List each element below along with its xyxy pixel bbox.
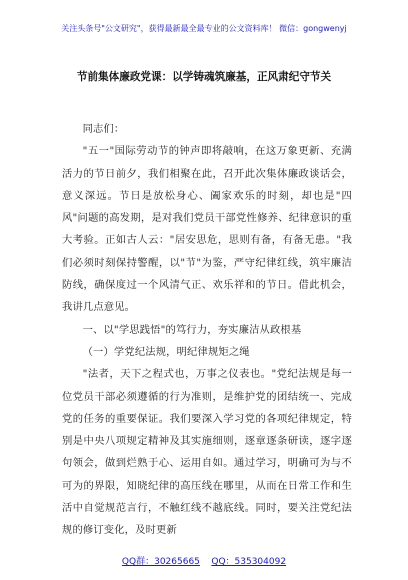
paragraph-intro: "五一"国际劳动节的钟声即将敲响，在这万象更新、充满活力的节日前夕，我们相聚在此，召开此次集体廉政谈话会，意义深远。节日是放松身心、阖家欢乐的时刻，却也是"四风"问题的高发期，是对我们党员干部党性修养、纪律意识的重大考验。正如古人云："居安思危，思则有备，有备无患。"我们必须时刻保持警醒，以"节"为鉴，严守纪律红线，筑牢廉洁防线，确保度过一个风清气正、欢乐祥和的节日。借此机会，我讲几点意见。 bbox=[62, 145, 352, 314]
document-title: 节前集体廉政党课：以学铸魂筑廉基，正风肃纪守节关 bbox=[76, 71, 332, 83]
section-heading-1: 一、以"学思践悟"的笃行力，夯实廉洁从政根基 bbox=[82, 323, 302, 336]
header-banner: 关注头条号"公文研究"，获得最新最全最专业的公文资料库！ 微信：gongwenyj bbox=[61, 24, 347, 33]
footer-qq-group: QQ群：30265665 bbox=[121, 557, 200, 567]
paragraph-body: "法者，天下之程式也，万事之仪表也。"党纪法规是每一位党员干部必须遵循的行为准则，是维护党的团结统一、完成党的任务的重要保证。我们要深入学习党的各项纪律规定，特别是中央八项规定精神及其实施细则，逐章逐条研读，逐字逐句领会，做到烂熟于心、运用自如。通过学习，明确可为与不可为的界限，知晓纪律的高压线在哪里，从而在日常工作和生活中自觉规范言行，不触红线不越底线。同时，要关注党纪法规的修订变化，及时更新 bbox=[62, 368, 352, 537]
footer-qq: QQ：535304092 bbox=[211, 557, 287, 567]
document-body bbox=[62, 118, 352, 542]
subsection-heading-1: （一）学党纪法规，明纪律规矩之绳 bbox=[82, 345, 250, 358]
footer-contact bbox=[0, 556, 408, 568]
salutation: 同志们： bbox=[82, 123, 125, 135]
